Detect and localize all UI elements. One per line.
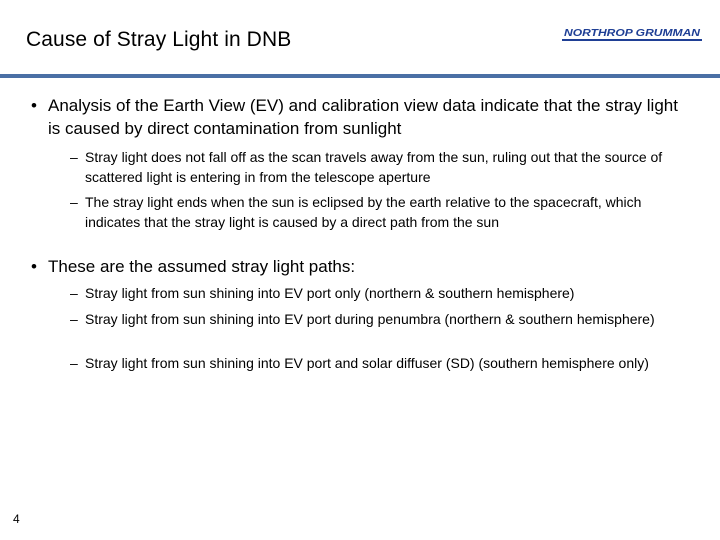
sub-bullet-1-1-text: Stray light does not fall off as the scan travels away from the sun, ruling out that the source of scattered light is entering in from the telescope aperture bbox=[85, 149, 663, 185]
logo-text: NORTHROP GRUMMAN bbox=[564, 27, 701, 39]
bullet-1-text: Analysis of the Earth View (EV) and calibration view data indicate that the stray light is caused by direct contamination from sunlight bbox=[48, 96, 678, 138]
header-rule bbox=[0, 74, 720, 78]
slide-title: Cause of Stray Light in DNB bbox=[26, 28, 292, 51]
sub-bullet-1-2-text: The stray light ends when the sun is eclipsed by the earth relative to the spacecraft, which indicates that the stray light is caused by a direct path from the sun bbox=[85, 194, 642, 230]
sub-bullet-2-3-text: Stray light from sun shining into EV port and solar diffuser (SD) (southern hemisphere only) bbox=[85, 355, 649, 371]
bullet-1: • Analysis of the Earth View (EV) and calibration view data indicate that the stray light is caused by direct contamination from sunlight bbox=[31, 96, 678, 138]
bullet-2-text: These are the assumed stray light paths: bbox=[48, 257, 356, 276]
northrop-grumman-logo bbox=[562, 24, 702, 44]
sub-bullet-1-1: – Stray light does not fall off as the scan travels away from the sun, ruling out that the source of scattered light is entering in from the telescope aperture bbox=[70, 149, 663, 185]
sub-bullet-2-3: – Stray light from sun shining into EV port and solar diffuser (SD) (southern hemisphere only) bbox=[70, 355, 649, 371]
sub-bullet-2-1-text: Stray light from sun shining into EV port only (northern & southern hemisphere) bbox=[85, 285, 575, 301]
bullet-2: • These are the assumed stray light paths: bbox=[31, 257, 356, 276]
sub-bullet-2-2: – Stray light from sun shining into EV port during penumbra (northern & southern hemisphere) bbox=[70, 311, 655, 327]
sub-bullet-2-1: – Stray light from sun shining into EV port only (northern & southern hemisphere) bbox=[70, 285, 575, 301]
page-number: 4 bbox=[13, 512, 20, 526]
sub-bullet-2-2-text: Stray light from sun shining into EV port during penumbra (northern & southern hemisphere) bbox=[85, 311, 655, 327]
sub-bullet-1-2: – The stray light ends when the sun is eclipsed by the earth relative to the spacecraft, which indicates that the stray light is caused by a direct path from the sun bbox=[70, 194, 642, 230]
